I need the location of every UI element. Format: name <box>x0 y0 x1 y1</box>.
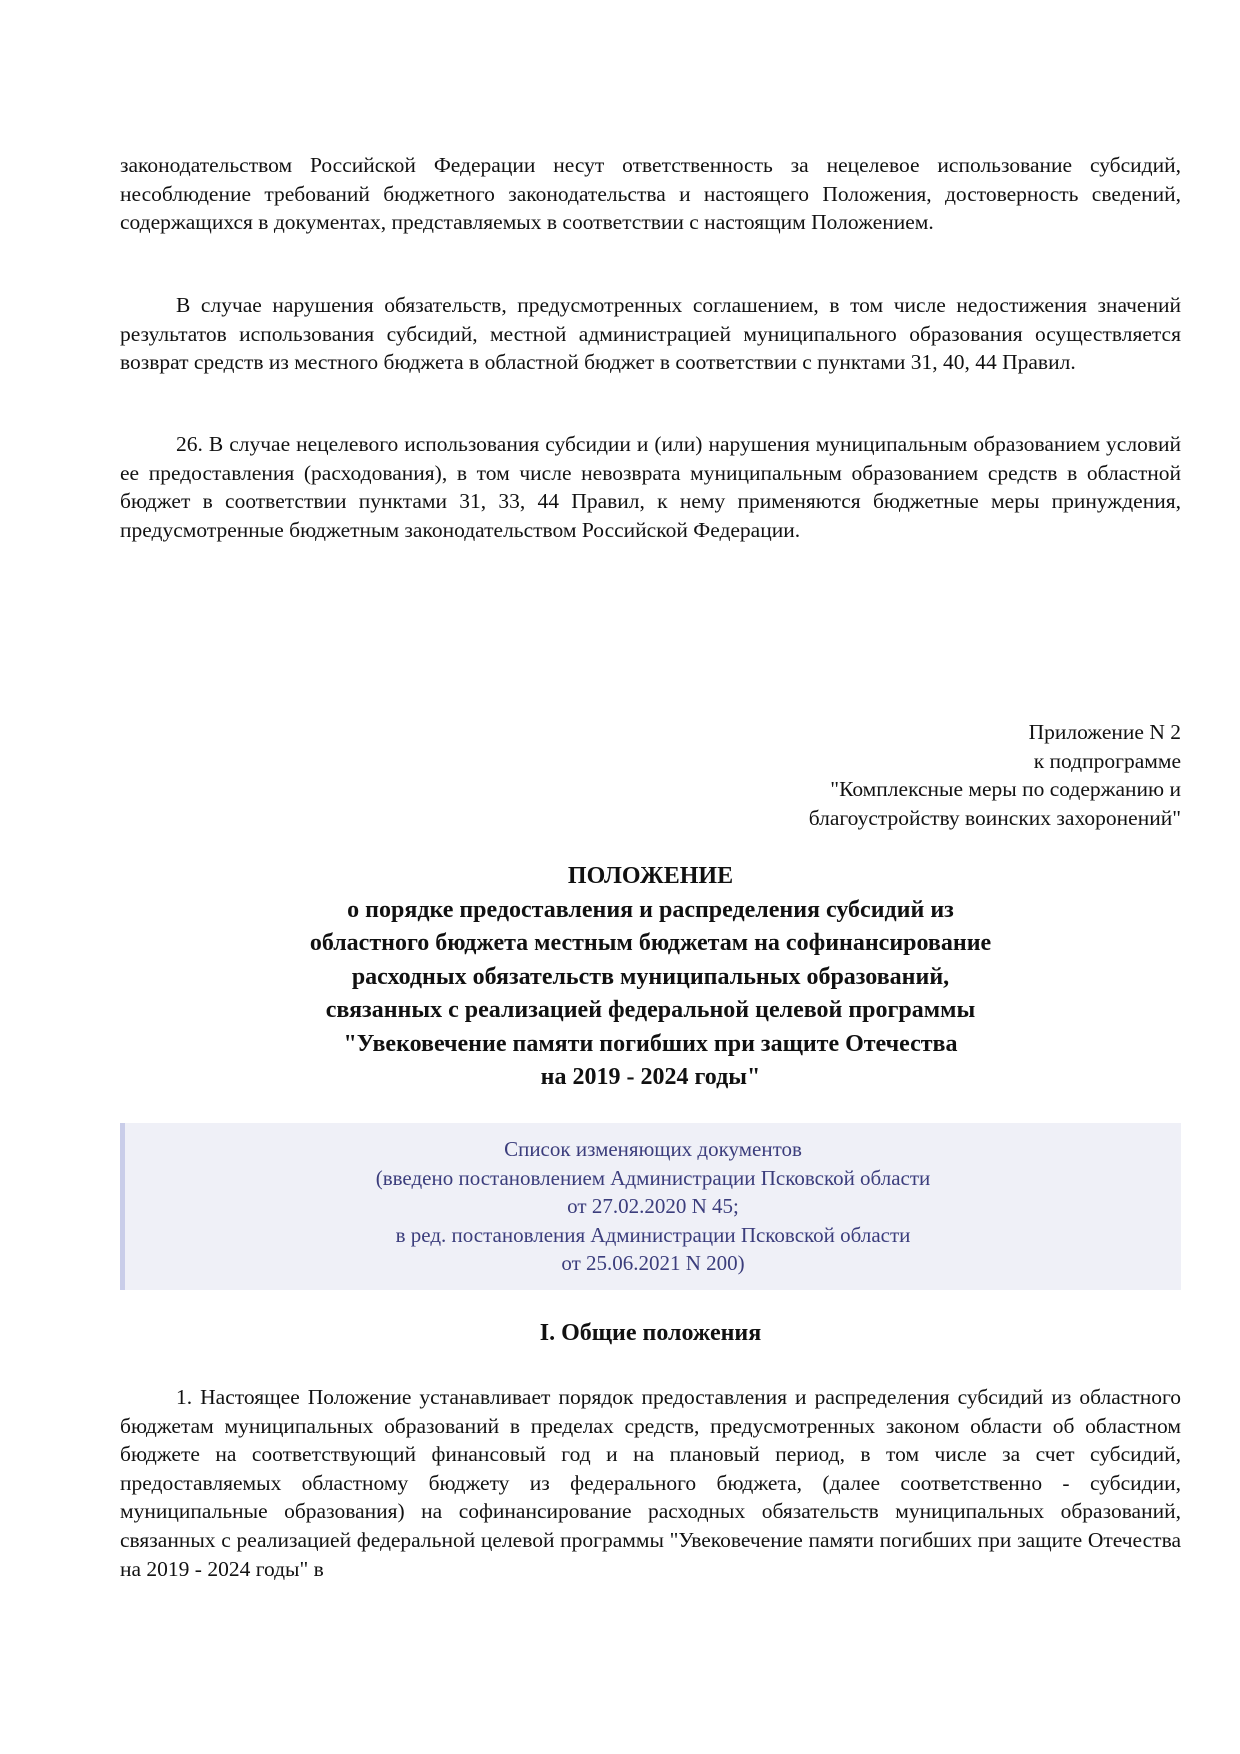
appendix-line: "Комплексные меры по содержанию и <box>830 777 1181 802</box>
amendments-line: Список изменяющих документов <box>504 1137 802 1161</box>
paragraph-violation: В случае нарушения обязательств, предусмотренных соглашением, в том числе недостижения значений результатов использования субсидий, местной администрацией муниципального образования осуществляется возврат средств из местного бюджета в областной бюджет в соответствии с пунктами 31, 40, 44 Правил. <box>120 293 1181 375</box>
amendments-line: (введено постановлением Администрации Псковской области <box>375 1165 931 1190</box>
title-line: "Увековечение памяти погибших при защите Отечества <box>343 1030 958 1057</box>
paragraph-liability: законодательством Российской Федерации несут ответственность за нецелевое использование субсидий, несоблюдение требований бюджетного законодательства и настоящего Положения, достоверность сведений, содержащихся в документах, представляемых в соответствии с настоящим Положением. <box>120 153 1181 235</box>
appendix-line: к подпрограмме <box>1033 748 1181 773</box>
section-heading: I. Общие положения <box>539 1320 762 1346</box>
appendix-reference <box>809 718 1181 832</box>
title-line: о порядке предоставления и распределения субсидий из <box>347 896 954 923</box>
amendments-line: от 25.06.2021 N 200) <box>561 1251 745 1275</box>
title-line: областного бюджета местным бюджетам на софинансирование <box>309 930 992 956</box>
amendments-line: от 27.02.2020 N 45; <box>567 1194 739 1218</box>
paragraph-1: 1. Настоящее Положение устанавливает порядок предоставления и распределения субсидий из областного бюджетам муниципальных образований в пределах средств, предусмотренных законом области об областном бюджете на соответствующий финансовый год и на плановый период, в том числе за счет субсидий, предоставляемых областному бюджету из федерального бюджета, (далее соответственно - субсидии, муниципальные образования) на софинансирование расходных обязательств муниципальных образований, связанных с реализацией федеральной целевой программы "Увековечение памяти погибших при защите Отечества на 2019 - 2024 годы" в <box>120 1385 1181 1581</box>
title-line: на 2019 - 2024 годы" <box>540 1064 761 1090</box>
appendix-line: Приложение N 2 <box>1028 720 1181 744</box>
title-line: ПОЛОЖЕНИЕ <box>567 863 734 889</box>
appendix-line: благоустройству воинских захоронений" <box>808 805 1181 830</box>
document-title <box>120 860 1181 1095</box>
paragraph-26: 26. В случае нецелевого использования субсидии и (или) нарушения муниципальным образованием условий ее предоставления (расходования), в том числе невозврата муниципальным образованием средств в областной бюджет в соответствии пунктами 31, 33, 44 Правил, к нему применяются бюджетные меры принуждения, предусмотренные бюджетным законодательством Российской Федерации. <box>120 432 1181 542</box>
amendments-box <box>120 1123 1181 1290</box>
title-line: связанных с реализацией федеральной целевой программы <box>325 997 976 1023</box>
title-line: расходных обязательств муниципальных образований, <box>351 963 950 990</box>
amendments-line: в ред. постановления Администрации Псковской области <box>395 1222 911 1247</box>
